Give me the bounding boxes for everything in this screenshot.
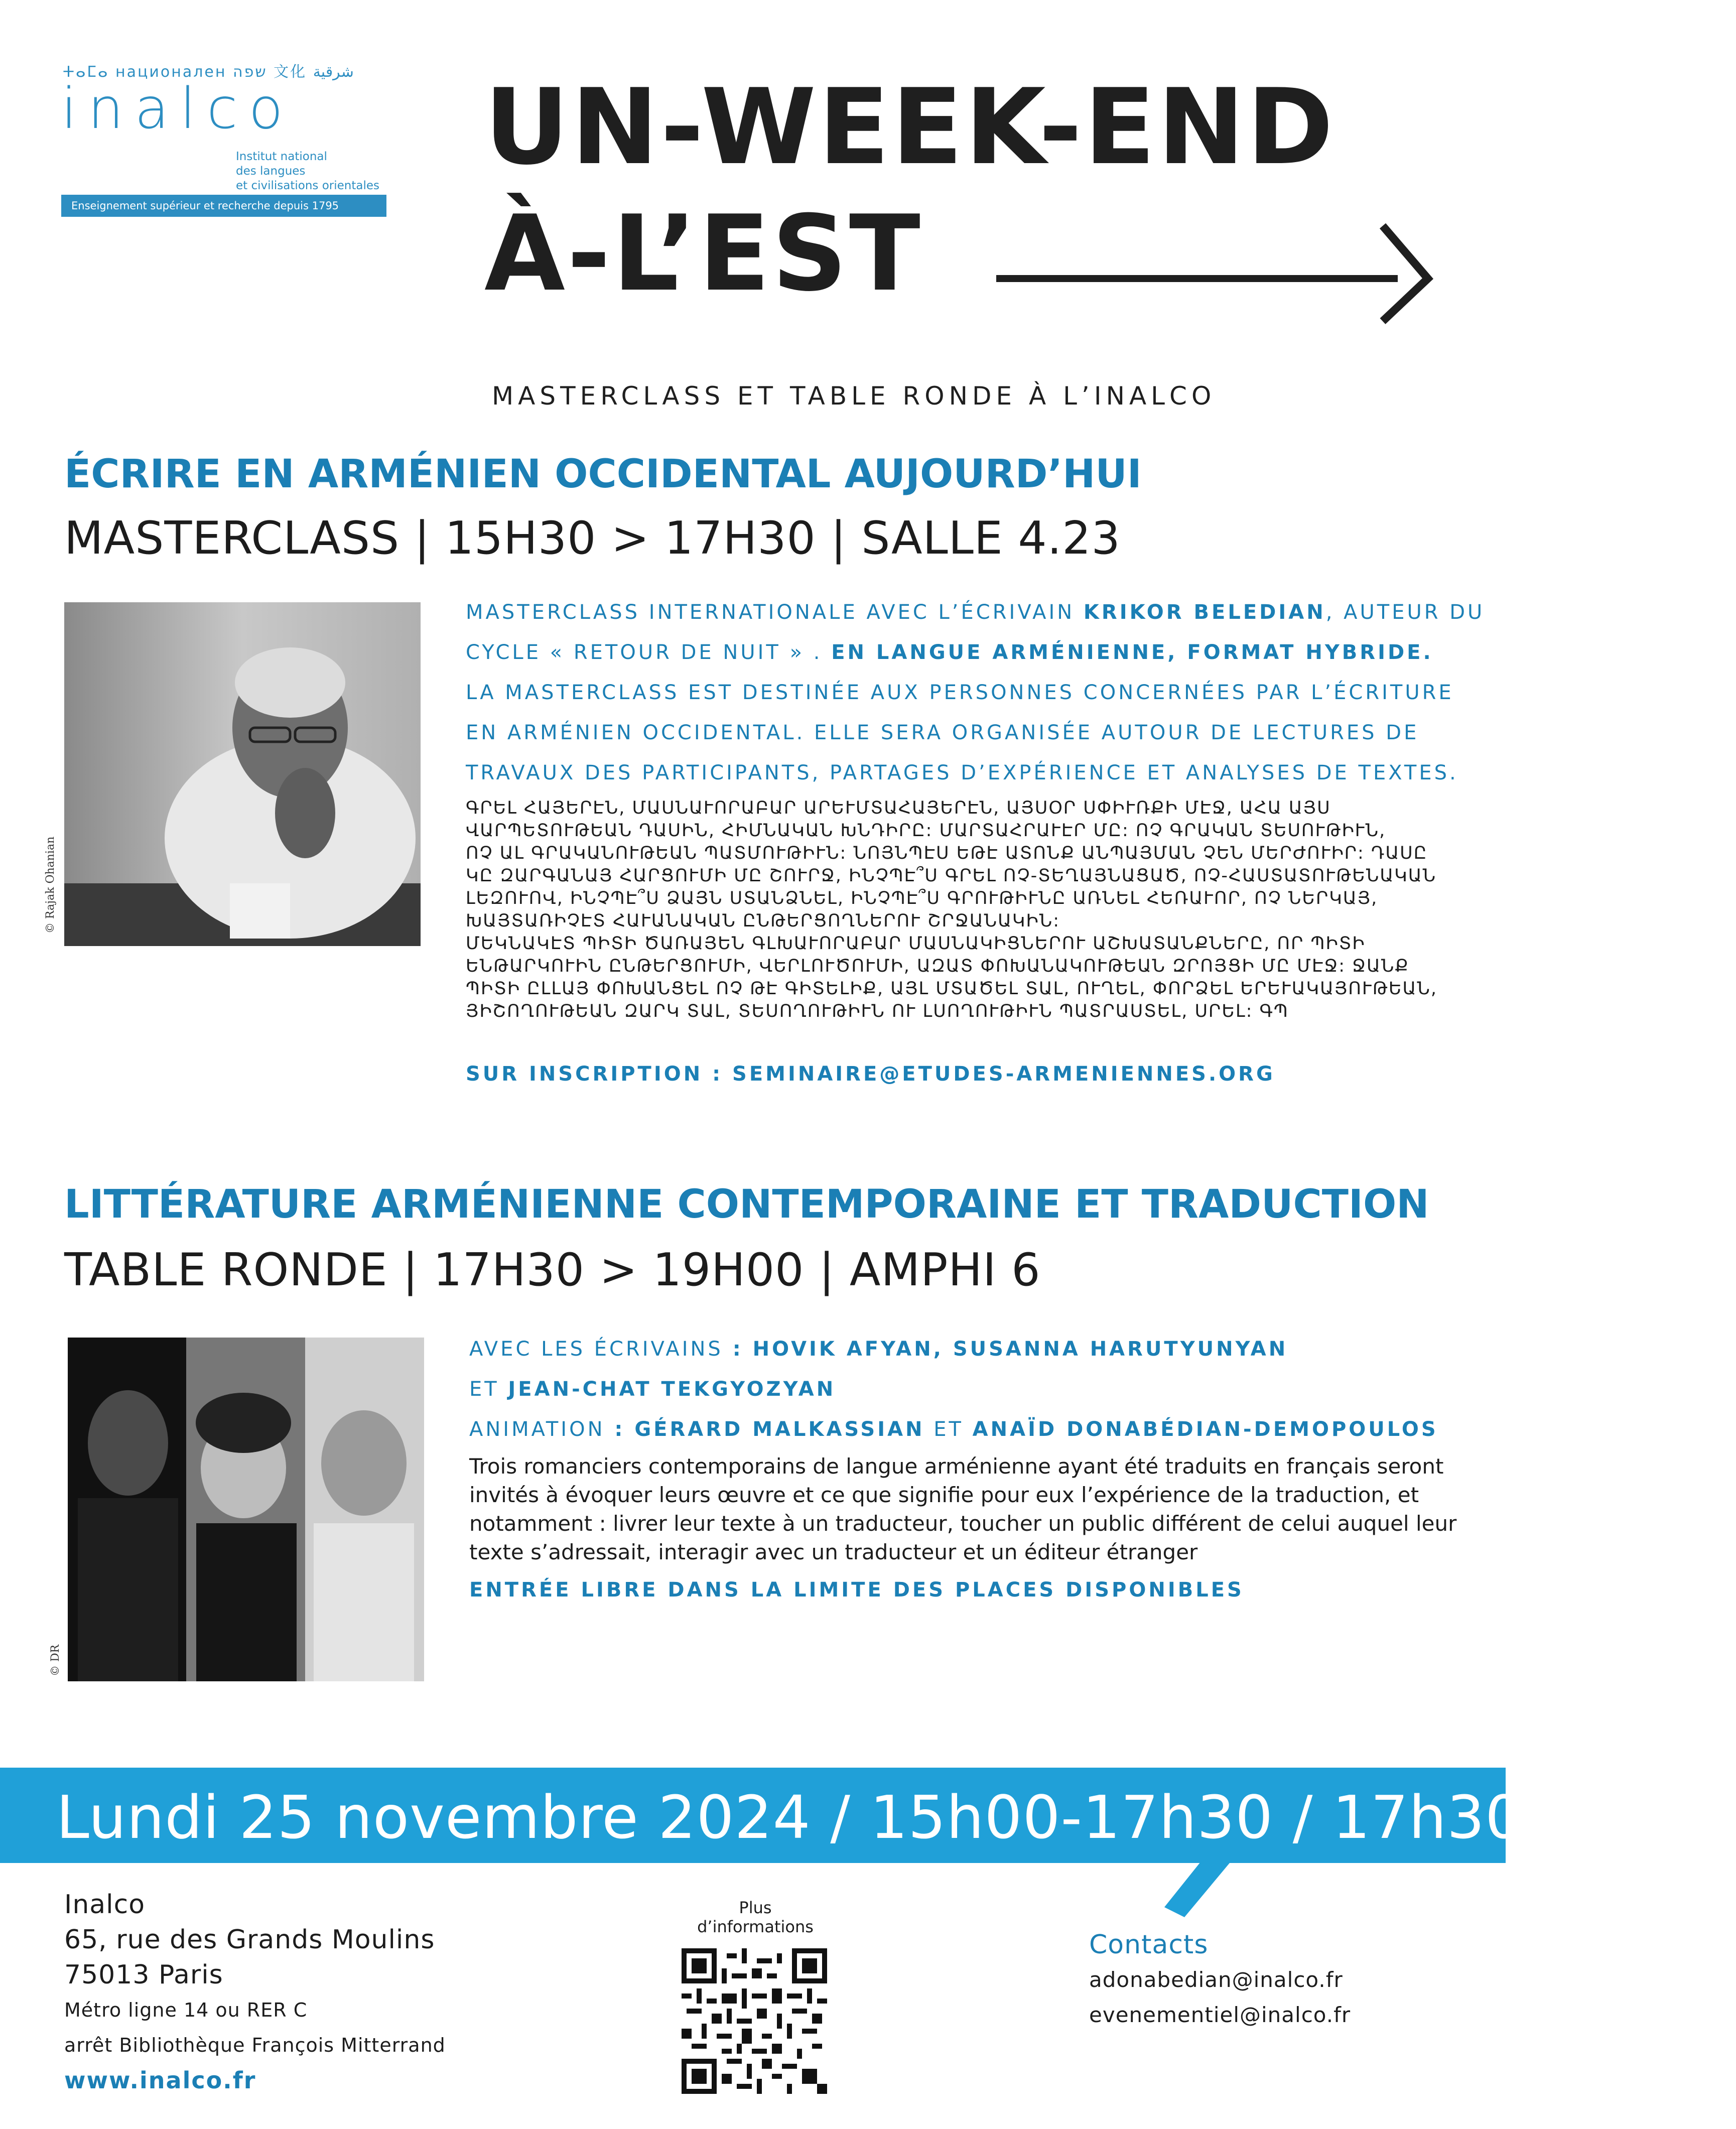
photo-credit: © Rajak Ohanian <box>44 836 57 934</box>
armenian-line: ՅԻՇՈՂՈՒԹԵԱՆ ԶԱՐԿ ՏԱԼ, ՏԵՍՈՂՈՒԹԻՒՆ ՈՒ ԼՍՈՂՈՒԹԻՒՆ ՊԱՏՐԱՍՏԵԼ, ՍՐԵԼ: ԳՊ <box>466 1001 1289 1021</box>
armenian-line: ՊԻՏԻ ԸԼԼԱՅ ՓՈԽԱՆՑԵԼ ՈՉ ԹԷ ԳԻՏԵԼԻՔ, ԱՅԼ ՄՏԱԾԵԼ ՏԱԼ, ՈՒՂԵԼ, ՓՈՐՁԵԼ ԵՐԵՒԱԿԱՅՈՒԹԵԱՆ, <box>466 979 1437 999</box>
armenian-line: ԼԵԶՈՒՈՎ, ԻՆՉՊԷ՞Ս ՁԱՅՆ ՍՏԱՆՁՆԵԼ, ԻՆՉՊԷ՞Ս ԳՐՈՒԹԻՒՆԸ ԱՌՆԵԼ ՀԵՌԱՒՈՐ, ՈՉ ՆԵՐԿԱՅ, <box>466 888 1378 908</box>
description-line: TRAVAUX DES PARTICIPANTS, PARTAGES D’EXPÉRIENCE ET ANALYSES DE TEXTES. <box>466 761 1458 784</box>
title-line-1: UN-WEEK-END <box>484 67 1336 188</box>
logo-band: Enseignement supérieur et recherche depuis 1795 <box>61 195 386 217</box>
round-table-body <box>469 1452 1456 1566</box>
description-line: CYCLE « RETOUR DE NUIT » . EN LANGUE ARMÉNIENNE, FORMAT HYBRIDE. <box>466 641 1433 664</box>
animation-line: ANIMATION : GÉRARD MALKASSIAN ET ANAÏD DONABÉDIAN-DEMOPOULOS <box>469 1418 1438 1441</box>
masterclass-description <box>466 592 1485 793</box>
masterclass-schedule: MASTERCLASS | 15H30 > 17H30 | SALLE 4.23 <box>64 512 1121 565</box>
logo-subtitle-line: des langues <box>236 165 306 178</box>
body-line: texte s’adressait, interagir avec un traducteur et un éditeur étranger <box>469 1540 1198 1564</box>
website-link[interactable]: www.inalco.fr <box>64 2067 256 2094</box>
armenian-line: ՄԵԿՆԱԿԷՏ ՊԻՏԻ ԾԱՌԱՅԵՆ ԳԼԽԱՒՈՐԱԲԱՐ ՄԱՍՆԱԿԻՑՆԵՐՈՒ ԱՇԽԱՏԱՆՔՆԵՐԸ, ՈՐ ՊԻՏԻ <box>466 934 1366 954</box>
writers-line: AVEC LES ÉCRIVAINS : HOVIK AFYAN, SUSANNA HARUTYUNYAN <box>469 1338 1288 1361</box>
armenian-line: ԿԸ ԶԱՐԳԱՆԱՅ ՀԱՐՑՈՒՄԻ ՄԸ ՇՈՒՐՋ, ԻՆՉՊԷ՞Ս ԳՐԵԼ ՈՉ-ՏԵՂԱՅՆԱՑԱԾ, ՈՉ-ՀԱՍՏԱՏՈՒԹԵՆԱԿԱՆ <box>466 866 1437 886</box>
venue-address <box>64 1887 446 2063</box>
logo-subtitle-line: et civilisations orientales <box>236 179 380 192</box>
writers-line: ET JEAN-CHAT TEKGYOZYAN <box>469 1378 836 1401</box>
logo-subtitle-line: Institut national <box>236 150 327 163</box>
armenian-line: ՈՉ ԱԼ ԳՐԱԿԱՆՈՒԹԵԱՆ ՊԱՏՄՈՒԹԻՒՆ: ՆՈՅՆՊԷՍ ԵԹԷ ԱՏՈՆՔ ԱՆՊԱՅՄԱՆ ՉԵՆ ՄԵՐԺՈՒԻՐ: ԴԱՍԸ <box>466 843 1428 863</box>
entry-note: ENTRÉE LIBRE DANS LA LIMITE DES PLACES DISPONIBLES <box>469 1578 1244 1602</box>
logo-subtitle <box>236 150 386 193</box>
title-line-2: À-L’EST <box>484 193 922 315</box>
address-line: 75013 Paris <box>64 1960 223 1990</box>
signup-link[interactable]: SUR INSCRIPTION : SEMINAIRE@ETUDES-ARMENIENNES.ORG <box>466 1062 1275 1086</box>
event-subtitle: MASTERCLASS ET TABLE RONDE À L’INALCO <box>492 381 1216 411</box>
krikor-beledian-photo <box>64 602 421 946</box>
round-table-heading: LITTÉRATURE ARMÉNIENNE CONTEMPORAINE ET TRADUCTION <box>64 1182 1429 1227</box>
photo-credit: © DR <box>49 1644 62 1676</box>
transport-line: arrêt Bibliothèque François Mitterrand <box>64 2034 446 2056</box>
armenian-line: ՎԱՐՊԵՏՈՒԹԵԱՆ ԴԱՍԻՆ, ՀԻՄՆԱԿԱՆ ԽՆԴԻՐԸ: ՄԱՐՏԱՀՐԱՒԷՐ ՄԸ: ՈՉ ԳՐԱԿԱՆ ՏԵՍՈՒԹԻՒՆ, <box>466 821 1386 841</box>
contacts-heading: Contacts <box>1089 1930 1209 1960</box>
contact-email[interactable]: evenementiel@inalco.fr <box>1089 2003 1351 2027</box>
writers-photo <box>68 1338 424 1681</box>
description-line: MASTERCLASS INTERNATIONALE AVEC L’ÉCRIVAIN KRIKOR BELEDIAN, AUTEUR DU <box>466 601 1485 624</box>
armenian-line: ԵՆԹԱՐԿՈՒԻՆ ԸՆԹԵՐՑՈՒՄԻ, ՎԵՐԼՈՒԾՈՒՄԻ, ԱԶԱՏ ՓՈԽԱՆԱԿՈՒԹԵԱՆ ԶՐՈՅՑԻ ՄԸ ՄԷՋ: ՋԱՆՔ <box>466 956 1409 976</box>
more-info-label: Plus d’informations <box>697 1898 814 1936</box>
event-date: Lundi 25 novembre 2024 / 15h00-17h30 / 17h30-19h00 <box>56 1783 1736 1852</box>
address-line: 65, rue des Grands Moulins <box>64 1925 435 1955</box>
description-line: LA MASTERCLASS EST DESTINÉE AUX PERSONNES CONCERNÉES PAR L’ÉCRITURE <box>466 681 1454 704</box>
contact-email[interactable]: adonabedian@inalco.fr <box>1089 1967 1343 1992</box>
round-table-schedule: TABLE RONDE | 17H30 > 19H00 | AMPHI 6 <box>64 1244 1041 1296</box>
address-line: Inalco <box>64 1890 146 1920</box>
transport-line: Métro ligne 14 ou RER C <box>64 1999 308 2021</box>
body-line: Trois romanciers contemporains de langue arménienne ayant été traduits en français seront <box>469 1454 1444 1479</box>
armenian-line: ԳՐԵԼ ՀԱՅԵՐԷՆ, ՄԱՍՆԱՒՈՐԱԲԱՐ ԱՐԵՒՄՏԱՀԱՅԵՐԷՆ, ԱՅՍՕՐ ՍՓԻՒՌՔԻ ՄԷՋ, ԱՀԱ ԱՅՍ <box>466 798 1331 818</box>
armenian-line: ԽԱՅՏԱՌԻՉԷՏ ՀԱՒԱՆԱԿԱՆ ԸՆԹԵՐՑՈՂՆԵՐՈՒ ՇՐՋԱՆԱԿԻՆ: <box>466 911 1060 931</box>
round-table-participants <box>469 1329 1438 1449</box>
qr-code-icon[interactable] <box>682 1948 827 2094</box>
band-tail-icon <box>1164 1857 1235 1917</box>
arrow-icon <box>996 216 1438 326</box>
body-line: notamment : livrer leur texte à un traducteur, toucher un public différent de celui auquel leur <box>469 1511 1457 1536</box>
armenian-description <box>466 797 1437 1023</box>
inalco-logo: inalco <box>61 76 294 142</box>
description-line: EN ARMÉNIEN OCCIDENTAL. ELLE SERA ORGANISÉE AUTOUR DE LECTURES DE <box>466 721 1419 744</box>
logo-scripts: ⵜⴰⵎⴰ национален שפה 文化 شرقية <box>63 63 354 81</box>
body-line: invités à évoquer leurs œuvre et ce que signifie pour eux l’expérience de la traduction, et <box>469 1483 1419 1507</box>
masterclass-heading: ÉCRIRE EN ARMÉNIEN OCCIDENTAL AUJOURD’HUI <box>64 452 1142 497</box>
